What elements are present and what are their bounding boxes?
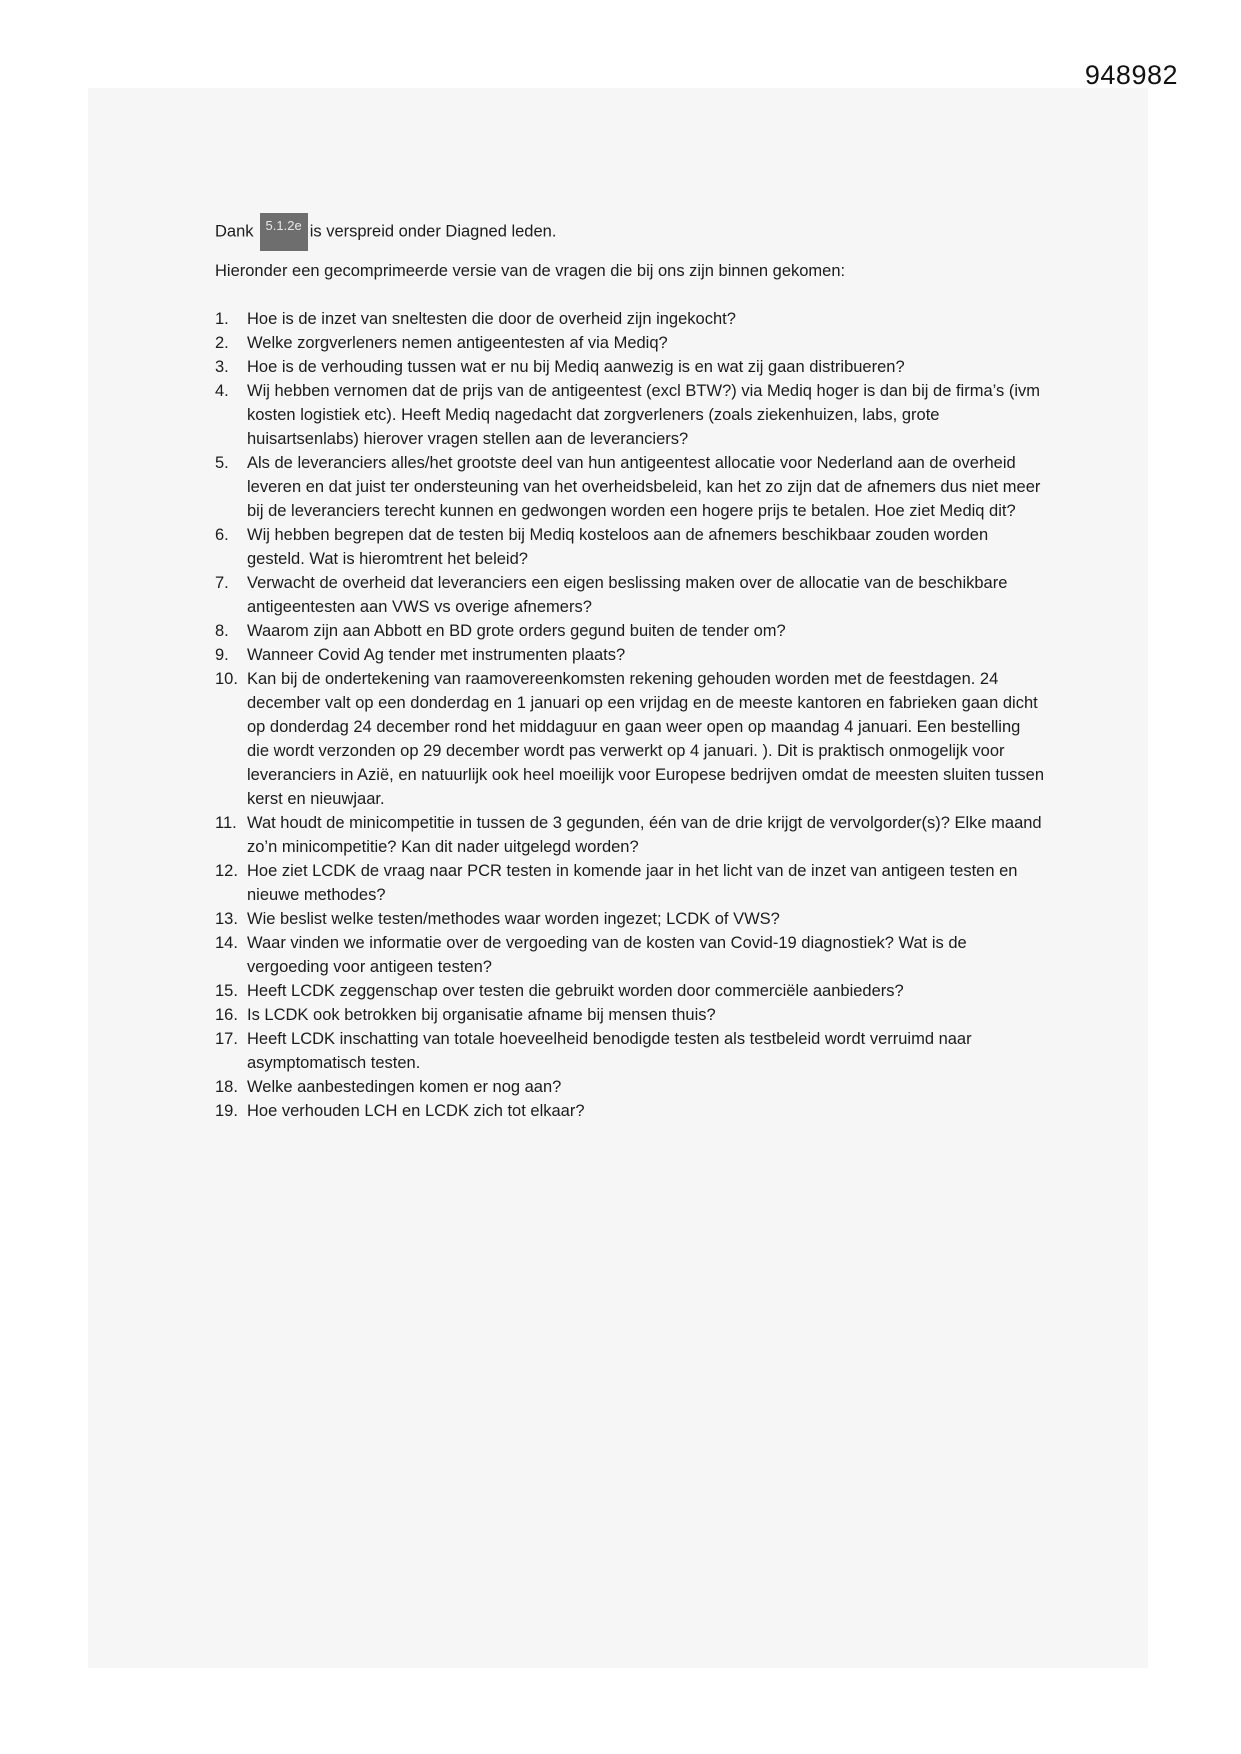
questions-intro: Hieronder een gecomprimeerde versie van de vragen die bij ons zijn binnen gekomen: xyxy=(215,262,846,280)
question-text: Heeft LCDK zeggenschap over testen die gebruikt worden door commerciële aanbieders? xyxy=(247,982,904,1000)
document-id: 948982 xyxy=(1084,60,1178,90)
intro-before: Dank xyxy=(215,222,254,241)
question-number: 16. xyxy=(215,1006,238,1024)
question-item xyxy=(215,931,1045,979)
question-text: Welke zorgverleners nemen antigeentesten af via Mediq? xyxy=(247,334,668,352)
question-item xyxy=(215,451,1045,523)
question-item xyxy=(215,907,1045,931)
question-item xyxy=(215,307,1045,331)
question-text: Kan bij de ondertekening van raamovereenkomsten rekening gehouden worden met de feestdagen. 24 december valt op een donderdag en 1 januari op een vrijdag en de meeste kantoren en fabrieken gaan dicht op donderdag 24 december rond het middaguur en gaan weer open op maandag 4 januari. Een bestelling die wordt verzonden op 29 december wordt pas verwerkt op 4 januari. ). Dit is praktisch onmogelijk voor leveranciers in Azië, en natuurlijk ook heel moeilijk voor Europese bedrijven omdat de meesten sluiten tussen kerst en nieuwjaar. xyxy=(247,670,1045,808)
question-item xyxy=(215,571,1045,619)
question-item xyxy=(215,523,1045,571)
question-text: Heeft LCDK inschatting van totale hoeveelheid benodigde testen als testbeleid wordt verruimd naar asymptomatisch testen. xyxy=(247,1030,972,1072)
question-item xyxy=(215,331,1045,355)
intro-line xyxy=(215,213,1045,245)
question-number: 11. xyxy=(215,814,237,832)
intro-after: is verspreid onder Diagned leden. xyxy=(309,222,557,241)
question-number: 10. xyxy=(215,670,238,688)
question-number: 2. xyxy=(215,334,229,352)
question-item xyxy=(215,1027,1045,1075)
question-number: 7. xyxy=(215,574,229,592)
question-text: Wij hebben begrepen dat de testen bij Mediq kosteloos aan de afnemers beschikbaar zouden worden gesteld. Wat is hieromtrent het beleid? xyxy=(247,526,989,568)
question-item xyxy=(215,619,1045,643)
question-item xyxy=(215,667,1045,811)
question-number: 9. xyxy=(215,646,229,664)
question-number: 8. xyxy=(215,622,229,640)
question-text: Hoe ziet LCDK de vraag naar PCR testen in komende jaar in het licht van de inzet van antigeen testen en nieuwe methodes? xyxy=(247,862,1018,904)
question-number: 12. xyxy=(215,862,238,880)
letter-body xyxy=(215,213,1045,1123)
question-text: Welke aanbestedingen komen er nog aan? xyxy=(247,1078,562,1096)
redaction-box: 5.1.2e xyxy=(260,213,308,251)
question-number: 19. xyxy=(215,1102,238,1120)
question-item xyxy=(215,811,1045,859)
question-item xyxy=(215,1099,1045,1123)
question-number: 1. xyxy=(215,310,229,328)
question-number: 18. xyxy=(215,1078,238,1096)
question-text: Wanneer Covid Ag tender met instrumenten plaats? xyxy=(247,646,626,664)
question-number: 5. xyxy=(215,454,229,472)
question-number: 17. xyxy=(215,1030,238,1048)
question-number: 13. xyxy=(215,910,238,928)
question-text: Hoe verhouden LCH en LCDK zich tot elkaar? xyxy=(247,1102,585,1120)
question-item xyxy=(215,1003,1045,1027)
question-number: 15. xyxy=(215,982,238,1000)
question-list xyxy=(215,307,1045,1123)
question-text: Hoe is de inzet van sneltesten die door de overheid zijn ingekocht? xyxy=(247,310,736,328)
question-text: Wat houdt de minicompetitie in tussen de 3 gegunden, één van de drie krijgt de vervolgorder(s)? Elke maand zo’n minicompetitie? Kan dit nader uitgelegd worden? xyxy=(247,814,1042,856)
question-item xyxy=(215,859,1045,907)
question-text: Als de leveranciers alles/het grootste deel van hun antigeentest allocatie voor Nederland aan de overheid leveren en dat juist ter ondersteuning van het overheidsbeleid, kan het zo zijn dat de afnemers dus niet meer bij de leveranciers terecht kunnen en gedwongen worden een hogere prijs te betalen. Hoe ziet Mediq dit? xyxy=(247,454,1041,520)
question-item xyxy=(215,979,1045,1003)
question-text: Waarom zijn aan Abbott en BD grote orders gegund buiten de tender om? xyxy=(247,622,786,640)
question-text: Verwacht de overheid dat leveranciers een eigen beslissing maken over de allocatie van de beschikbare antigeentesten aan VWS vs overige afnemers? xyxy=(247,574,1008,616)
question-text: Wie beslist welke testen/methodes waar worden ingezet; LCDK of VWS? xyxy=(247,910,780,928)
question-number: 4. xyxy=(215,382,229,400)
question-item xyxy=(215,1075,1045,1099)
question-text: Is LCDK ook betrokken bij organisatie afname bij mensen thuis? xyxy=(247,1006,716,1024)
question-number: 14. xyxy=(215,934,238,952)
question-number: 6. xyxy=(215,526,229,544)
question-item xyxy=(215,379,1045,451)
question-item xyxy=(215,643,1045,667)
question-text: Hoe is de verhouding tussen wat er nu bij Mediq aanwezig is en wat zij gaan distribueren? xyxy=(247,358,905,376)
question-item xyxy=(215,355,1045,379)
question-text: Waar vinden we informatie over de vergoeding van de kosten van Covid-19 diagnostiek? Wat is de vergoeding voor antigeen testen? xyxy=(247,934,967,976)
question-number: 3. xyxy=(215,358,229,376)
question-text: Wij hebben vernomen dat de prijs van de antigeentest (excl BTW?) via Mediq hoger is dan bij de firma’s (ivm kosten logistiek etc). Heeft Mediq nagedacht dat zorgverleners (zoals ziekenhuizen, labs, grote huisartsenlabs) hierover vragen stellen aan de leveranciers? xyxy=(247,382,1040,448)
